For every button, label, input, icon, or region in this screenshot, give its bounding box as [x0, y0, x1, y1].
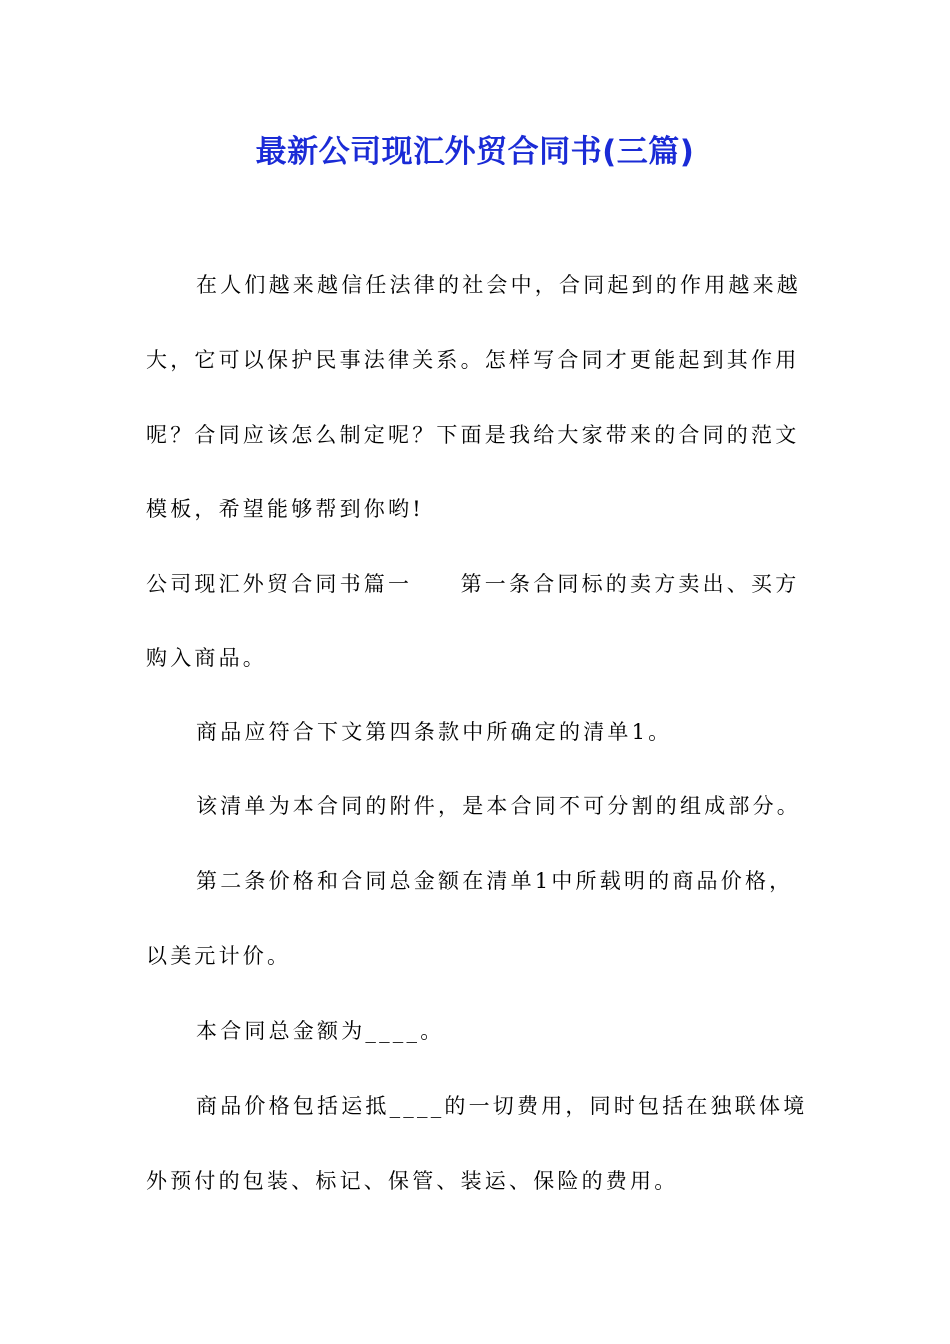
- document-title: 最新公司现汇外贸合同书(三篇): [255, 134, 695, 170]
- paragraph-line: 购入商品。: [146, 646, 267, 670]
- paragraph-line: 商品价格包括运抵____的一切费用，同时包括在独联体境: [196, 1094, 808, 1118]
- paragraph-line: 第二条价格和合同总金额在清单1中所载明的商品价格，: [196, 869, 794, 893]
- paragraph-line: 该清单为本合同的附件，是本合同不可分割的组成部分。: [196, 794, 801, 818]
- paragraph-line: 商品应符合下文第四条款中所确定的清单1。: [196, 720, 673, 744]
- paragraph-line: 外预付的包装、标记、保管、装运、保险的费用。: [146, 1169, 679, 1193]
- paragraph-line: 公司现汇外贸合同书篇一 第一条合同标的卖方卖出、买方: [146, 572, 800, 596]
- paragraph-line: 呢？合同应该怎么制定呢？下面是我给大家带来的合同的范文: [146, 423, 800, 447]
- paragraph-line: 本合同总金额为____。: [196, 1019, 445, 1043]
- paragraph-line: 以美元计价。: [146, 944, 292, 968]
- paragraph-line: 模板，希望能够帮到你哟!: [146, 497, 424, 521]
- paragraph-line: 在人们越来越信任法律的社会中，合同起到的作用越来越: [196, 273, 801, 297]
- paragraph-line: 大，它可以保护民事法律关系。怎样写合同才更能起到其作用: [146, 348, 800, 372]
